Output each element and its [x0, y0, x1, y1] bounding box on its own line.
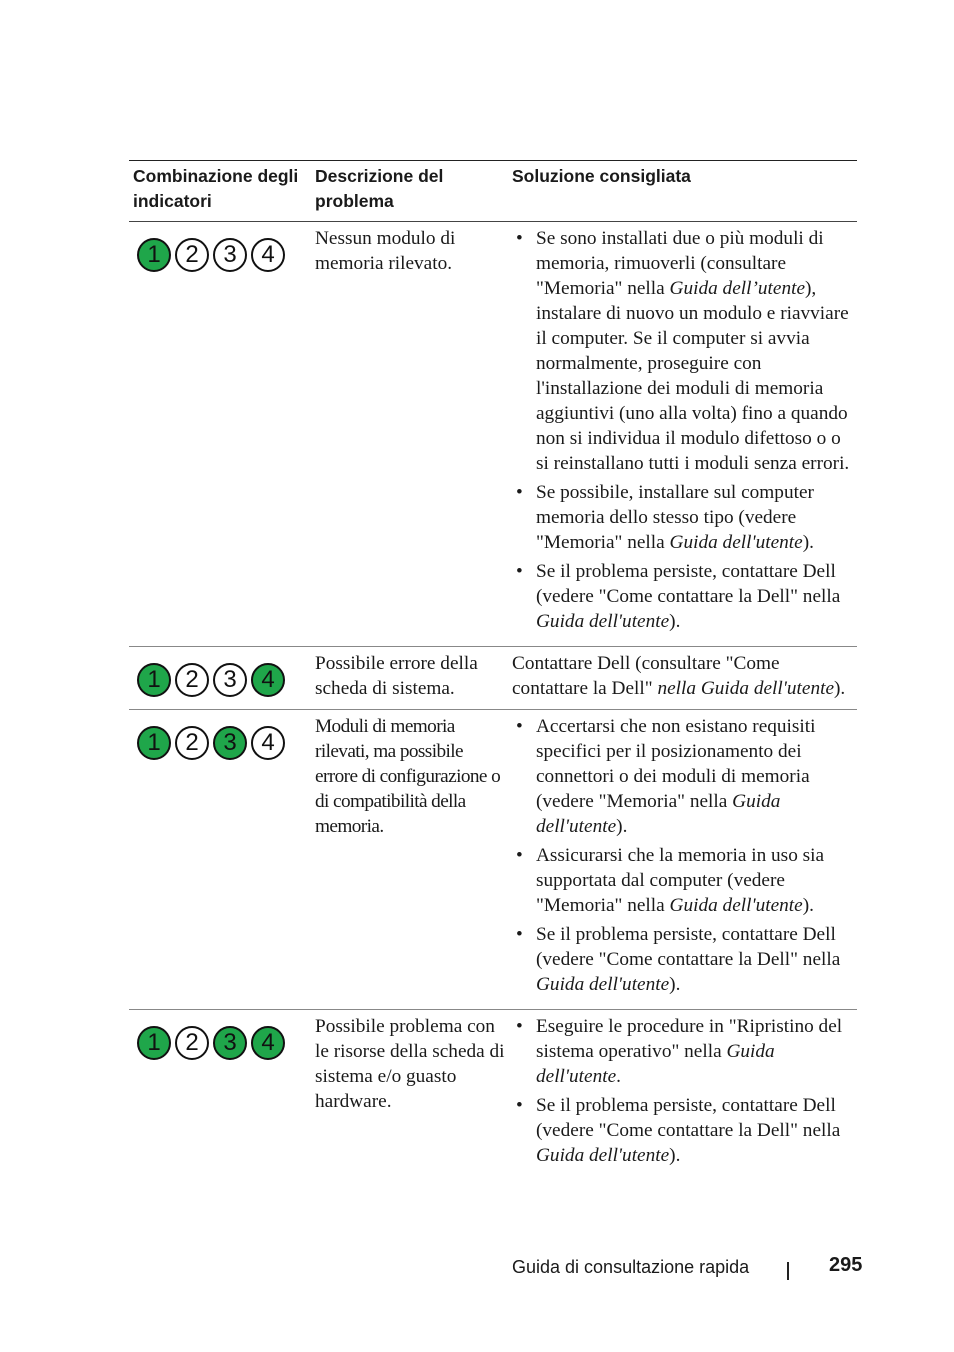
text-run: Se sono installati due o più moduli di memoria, rimuoverli (consultare "Memoria" nella — [536, 228, 824, 299]
table-row — [129, 222, 857, 647]
diagnostic-light-1-on: 1 — [137, 726, 171, 760]
problem-description: Nessun modulo di memoria rilevato. — [315, 228, 456, 274]
header-recommended-solution: Soluzione consigliata — [512, 166, 691, 186]
diagnostic-light-3-on: 3 — [213, 726, 247, 760]
diagnostic-light-2-off: 2 — [175, 238, 209, 272]
text-run: Contattare Dell (consultare "Come contattare la Dell" — [512, 653, 780, 699]
diagnostic-light-2-off: 2 — [175, 1026, 209, 1060]
table-header — [129, 161, 857, 222]
problem-description: Moduli di memoria rilevati, ma possibile errore di configurazione o di compatibilità della memoria. — [315, 716, 501, 837]
diagnostic-lights — [133, 714, 311, 760]
solution-item — [512, 1093, 857, 1168]
diagnostic-light-4-off: 4 — [251, 238, 285, 272]
guide-title-italic: Guida dell'utente — [536, 1145, 670, 1166]
diagnostic-lights — [133, 226, 311, 272]
table-row — [129, 647, 857, 710]
diagnostic-light-3-off: 3 — [213, 238, 247, 272]
diagnostic-table — [129, 160, 857, 1180]
diagnostic-light-4-off: 4 — [251, 726, 285, 760]
table-row — [129, 710, 857, 1010]
text-run: ). — [802, 895, 814, 916]
diagnostic-light-2-off: 2 — [175, 726, 209, 760]
solution-list — [512, 1014, 857, 1168]
page-footer — [0, 1254, 954, 1284]
diagnostic-light-1-on: 1 — [137, 663, 171, 697]
diagnostic-light-2-off: 2 — [175, 663, 209, 697]
solution-item — [512, 226, 857, 476]
table-body — [129, 222, 857, 1180]
page-number: 295 — [829, 1254, 863, 1276]
solution-list — [512, 226, 857, 634]
footer-title: Guida di consultazione rapida — [512, 1257, 750, 1277]
recommended-solution — [508, 714, 857, 1001]
solution-item — [512, 714, 857, 839]
header-led-combination: Combinazione degli indicatori — [133, 166, 299, 211]
solution-item — [512, 480, 857, 555]
diagnostic-lights — [133, 651, 311, 697]
solution-item — [512, 1014, 857, 1089]
diagnostic-lights — [133, 1014, 311, 1060]
text-run: Se il problema persiste, contattare Dell (vedere "Come contattare la Dell" nella — [536, 1095, 841, 1141]
diagnostic-light-4-on: 4 — [251, 1026, 285, 1060]
guide-title-italic: Guida dell'utente — [536, 611, 670, 632]
recommended-solution — [508, 1014, 857, 1172]
guide-title-italic: Guida dell'utente — [536, 791, 781, 837]
solution-text — [512, 651, 857, 701]
guide-title-italic: Guida dell'utente — [536, 1041, 775, 1087]
text-run: ). — [834, 678, 846, 699]
text-run: Se il problema persiste, contattare Dell (vedere "Come contattare la Dell" nella — [536, 924, 841, 970]
text-run: ), instalare di nuovo un modulo e riavviare il computer. Se il computer si avvia normalmente, proseguire con l'installazione dei moduli di memoria aggiuntivi (uno alla volta) fino a quando non si individua il modulo difettoso o o si reinstallano tutti i moduli senza errori. — [536, 278, 850, 474]
text-run: Accertarsi che non esistano requisiti specifici per il posizionamento dei connettori o dei moduli di memoria (vedere "Memoria" nella — [536, 716, 816, 812]
text-run: ). — [669, 974, 681, 995]
diagnostic-light-1-on: 1 — [137, 238, 171, 272]
text-run: ). — [669, 611, 681, 632]
text-run: ). — [669, 1145, 681, 1166]
led-combination-cell — [129, 714, 311, 1001]
text-run: Se possibile, installare sul computer memoria dello stesso tipo (vedere "Memoria" nella — [536, 482, 814, 553]
solution-item — [512, 922, 857, 997]
guide-title-italic: Guida dell'utente — [536, 974, 670, 995]
text-run: . — [616, 1066, 621, 1087]
text-run: ). — [802, 532, 814, 553]
led-combination-cell — [129, 226, 311, 638]
problem-description: Possibile errore della scheda di sistema. — [315, 653, 478, 699]
guide-title-italic: nella Guida dell'utente — [657, 678, 834, 699]
text-run: Eseguire le procedure in "Ripristino del sistema operativo" nella — [536, 1016, 843, 1062]
text-run: Assicurarsi che la memoria in uso sia supportata dal computer (vedere "Memoria" nella — [536, 845, 825, 916]
recommended-solution — [508, 651, 857, 701]
diagnostic-light-4-on: 4 — [251, 663, 285, 697]
diagnostic-light-3-off: 3 — [213, 663, 247, 697]
led-combination-cell — [129, 1014, 311, 1172]
diagnostic-light-1-on: 1 — [137, 1026, 171, 1060]
table-row — [129, 1010, 857, 1180]
solution-item — [512, 843, 857, 918]
diagnostic-light-3-on: 3 — [213, 1026, 247, 1060]
guide-title-italic: Guida dell'utente — [669, 532, 803, 553]
solution-list — [512, 714, 857, 997]
led-combination-cell — [129, 651, 311, 701]
header-problem-description: Descrizione del problema — [315, 166, 444, 211]
guide-title-italic: Guida dell'utente — [669, 895, 803, 916]
problem-description: Possibile problema con le risorse della scheda di sistema e/o guasto hardware. — [315, 1016, 505, 1112]
guide-title-italic: Guida dell’utente — [669, 278, 805, 299]
text-run: ). — [616, 816, 628, 837]
recommended-solution — [508, 226, 857, 638]
text-run: Se il problema persiste, contattare Dell (vedere "Come contattare la Dell" nella — [536, 561, 841, 607]
solution-item — [512, 559, 857, 634]
footer-separator — [787, 1262, 789, 1280]
